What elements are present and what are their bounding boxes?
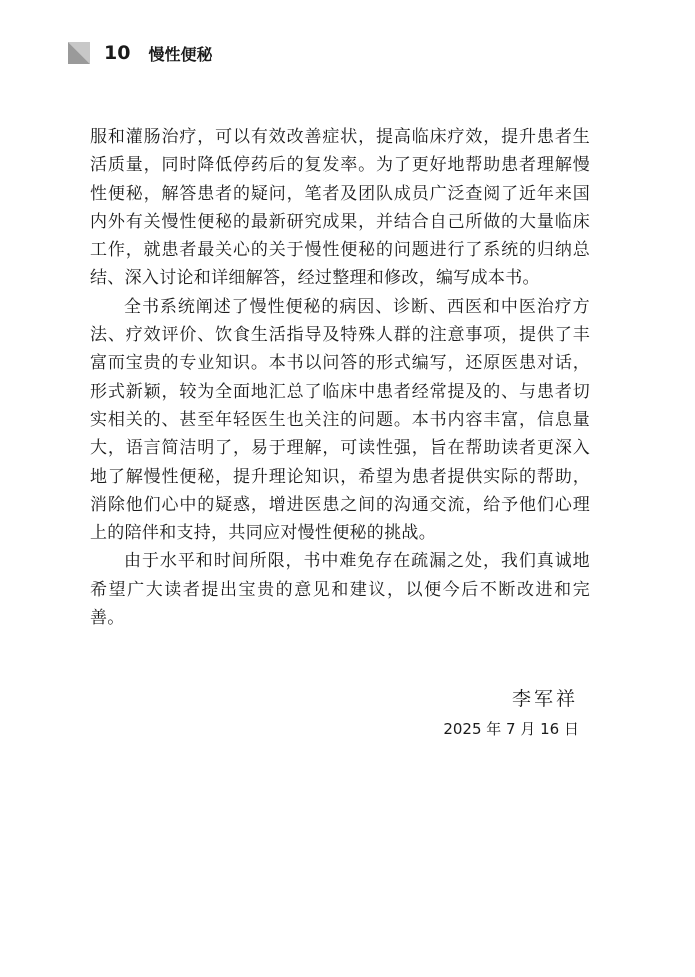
paragraph-book-overview: 全书系统阐述了慢性便秘的病因、诊断、西医和中医治疗方法、疗效评价、饮食生活指导及特殊人群的注意事项，提供了丰富而宝贵的专业知识。本书以问答的形式编写，还原医患对话，形式新颖，较为全面地汇总了临床中患者经常提及的、与患者切实相关的、甚至年轻医生也关注的问题。本书内容丰富，信息量大，语言简洁明了，易于理解，可读性强，旨在帮助读者更深入地了解慢性便秘，提升理论知识，希望为患者提供实际的帮助，消除他们心中的疑惑，增进医患之间的沟通交流，给予他们心理上的陪伴和支持，共同应对慢性便秘的挑战。 xyxy=(90,296,590,544)
paragraph-continued: 服和灌肠治疗，可以有效改善症状，提高临床疗效，提升患者生活质量，同时降低停药后的复发率。为了更好地帮助患者理解慢性便秘，解答患者的疑问，笔者及团队成员广泛查阅了近年来国内外有关慢性便秘的最新研究成果，并结合自己所做的大量临床工作，就患者最关心的关于慢性便秘的问题进行了系统的归纳总结、深入讨论和详细解答，经过整理和修改，编写成本书。 xyxy=(90,127,590,289)
book-title: 慢性便秘 xyxy=(148,44,213,64)
running-header xyxy=(68,40,212,66)
signature-date: 2025 年 7 月 16 日 xyxy=(443,720,579,738)
page-corner-mark-icon xyxy=(68,42,90,64)
page-number: 10 xyxy=(104,42,131,64)
preface-body xyxy=(90,123,590,632)
paragraph-closing: 由于水平和时间所限，书中难免存在疏漏之处，我们真诚地希望广大读者提出宝贵的意见和建议，以便今后不断改进和完善。 xyxy=(90,551,590,629)
author-signature: 李军祥 xyxy=(511,688,578,710)
